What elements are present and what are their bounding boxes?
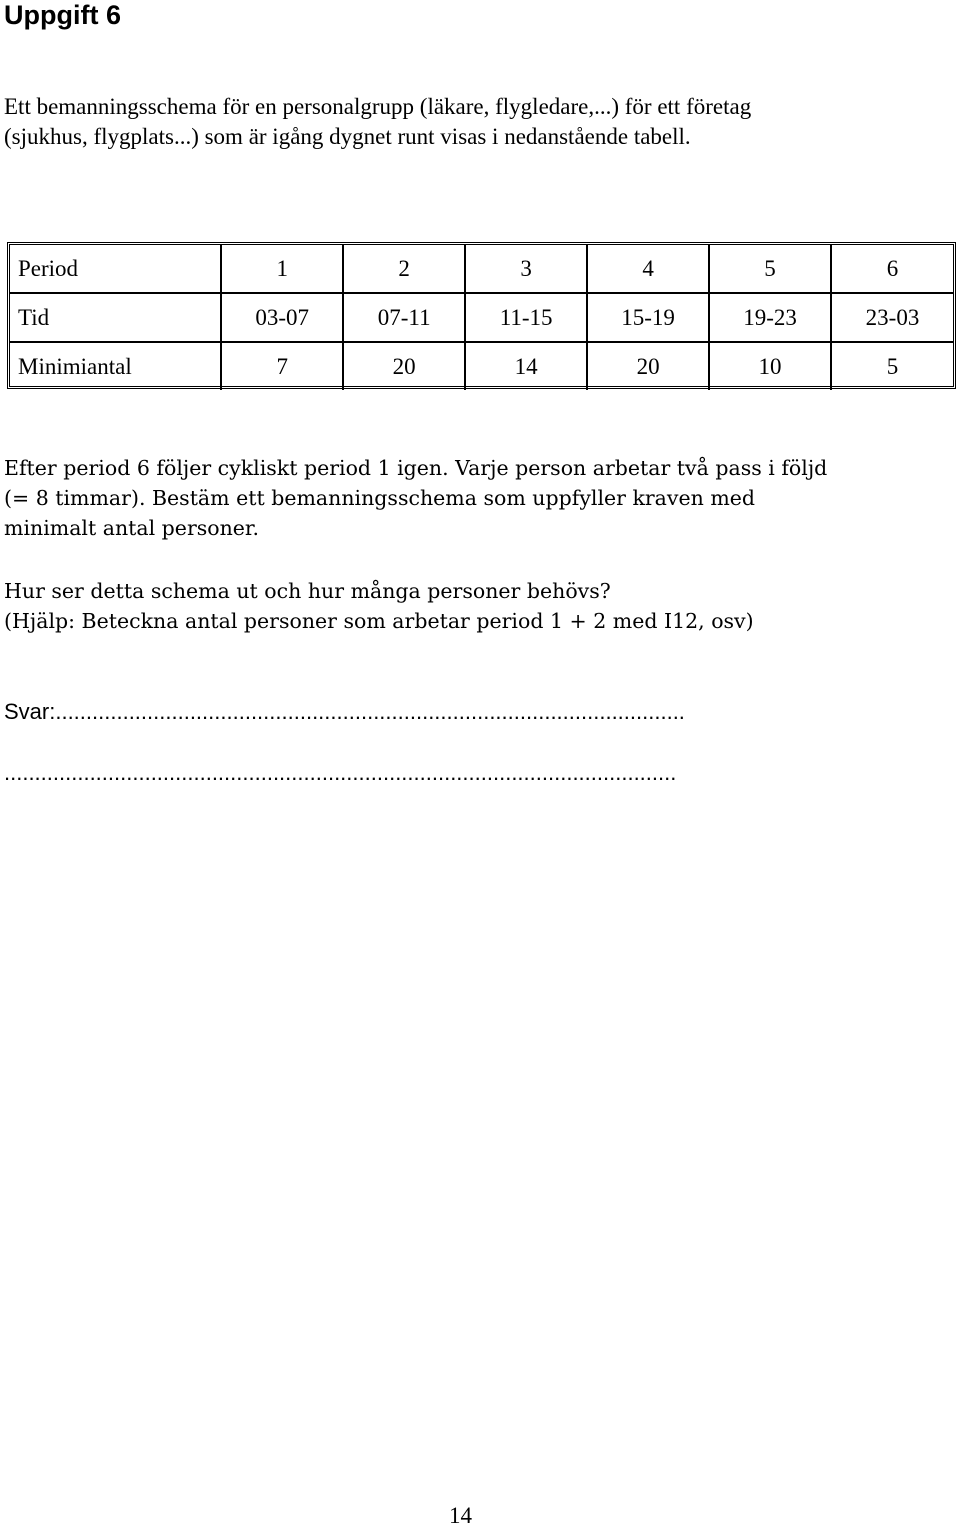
time-cell: 03-07 bbox=[221, 293, 343, 342]
minimum-cell: 7 bbox=[221, 342, 343, 390]
task-line-3: minimalt antal personer. bbox=[4, 516, 259, 540]
page-heading: Uppgift 6 bbox=[4, 0, 121, 30]
task-line-1: Efter period 6 följer cykliskt period 1 igen. Varje person arbetar två pass i följd bbox=[4, 456, 828, 480]
minimum-cell: 20 bbox=[587, 342, 709, 390]
table-row-period bbox=[10, 245, 953, 293]
answer-line-1[interactable]: Svar:....................................................................................................... bbox=[4, 699, 685, 724]
intro-text bbox=[4, 92, 960, 152]
page-number: 14 bbox=[449, 1503, 472, 1528]
time-cell: 15-19 bbox=[587, 293, 709, 342]
task-question bbox=[4, 576, 960, 636]
period-cell: 3 bbox=[465, 245, 587, 293]
row-label-minimum: Minimiantal bbox=[10, 342, 221, 390]
period-cell: 6 bbox=[831, 245, 953, 293]
answer-line-2[interactable]: .............................................................................................................. bbox=[4, 760, 677, 785]
question-line-1: Hur ser detta schema ut och hur många personer behövs? bbox=[4, 579, 611, 603]
intro-line-1: Ett bemanningsschema för en personalgrupp (läkare, flygledare,...) för ett företag bbox=[4, 94, 752, 119]
period-cell: 5 bbox=[709, 245, 831, 293]
minimum-cell: 10 bbox=[709, 342, 831, 390]
time-cell: 07-11 bbox=[343, 293, 465, 342]
table-row-minimum bbox=[10, 342, 953, 390]
period-cell: 4 bbox=[587, 245, 709, 293]
task-line-2: (= 8 timmar). Bestäm ett bemanningsschema som uppfyller kraven med bbox=[4, 486, 756, 510]
schedule-table bbox=[10, 245, 953, 390]
hint-line: (Hjälp: Beteckna antal personer som arbetar period 1 + 2 med I12, osv) bbox=[4, 609, 754, 633]
period-cell: 2 bbox=[343, 245, 465, 293]
minimum-cell: 5 bbox=[831, 342, 953, 390]
task-description bbox=[4, 453, 960, 543]
time-cell: 23-03 bbox=[831, 293, 953, 342]
row-label-time: Tid bbox=[10, 293, 221, 342]
table-row-time bbox=[10, 293, 953, 342]
minimum-cell: 20 bbox=[343, 342, 465, 390]
period-cell: 1 bbox=[221, 245, 343, 293]
minimum-cell: 14 bbox=[465, 342, 587, 390]
time-cell: 11-15 bbox=[465, 293, 587, 342]
schedule-table-frame bbox=[7, 242, 956, 389]
row-label-period: Period bbox=[10, 245, 221, 293]
intro-line-2: (sjukhus, flygplats...) som är igång dygnet runt visas i nedanstående tabell. bbox=[4, 124, 691, 149]
time-cell: 19-23 bbox=[709, 293, 831, 342]
